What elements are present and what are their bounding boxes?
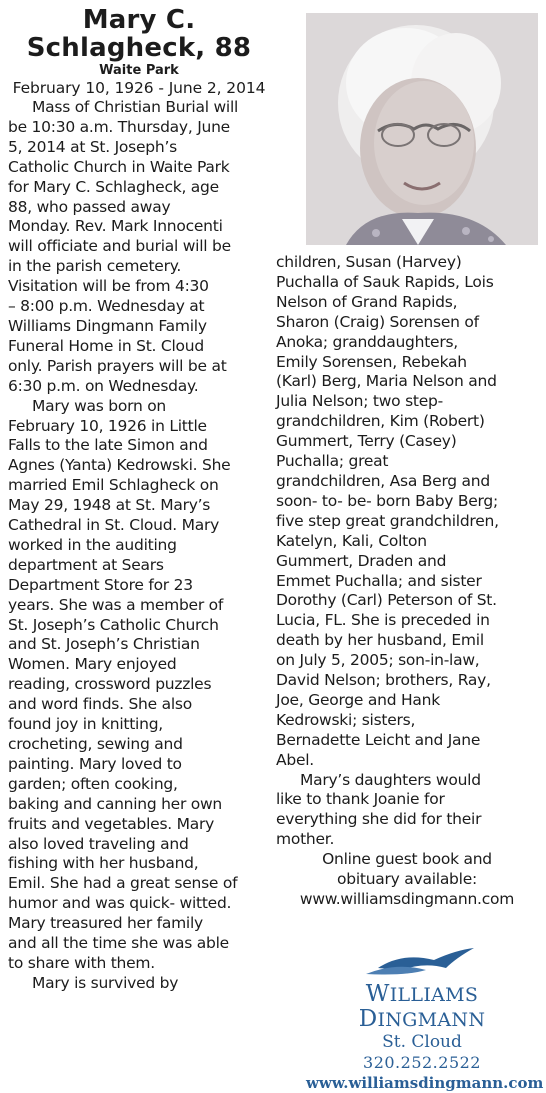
text-line: soon- to- be- born Baby Berg; (276, 491, 498, 510)
text-line: Emil. She had a great sense of (8, 874, 238, 893)
text-line: married Emil Schlagheck on (8, 476, 219, 495)
obituary-name (8, 6, 270, 62)
text-line: Gummert, Terry (Casey) (276, 432, 457, 451)
text-line: and all the time she was able (8, 934, 229, 953)
funeral-home-phone: 320.252.2522 (363, 1053, 481, 1072)
text-line: David Nelson; brothers, Ray, (276, 671, 491, 690)
thanks-paragraph (276, 771, 538, 851)
text-line: fishing with her husband, (8, 854, 199, 873)
text-line: found joy in knitting, (8, 715, 163, 734)
text-line: to share with them. (8, 953, 155, 972)
text-line: St. Joseph’s Catholic Church (8, 615, 219, 634)
text-line: years. She was a member of (8, 595, 224, 614)
survivors-paragraph (276, 253, 538, 771)
text-line: Mary was born on (32, 396, 167, 415)
text-line: grandchildren, Kim (Robert) (276, 412, 485, 431)
text-line: Funeral Home in St. Cloud (8, 336, 204, 355)
survivors-intro-paragraph (8, 974, 270, 994)
text-line: 6:30 p.m. on Wednesday. (8, 376, 199, 395)
text-line: Mass of Christian Burial will (32, 98, 239, 116)
text-line: Mary is survived by (32, 973, 179, 992)
text-line: Katelyn, Kali, Colton (276, 531, 427, 550)
text-line: Falls to the late Simon and (8, 436, 208, 455)
text-line: Julia Nelson; two step- (276, 392, 443, 411)
text-line: Nelson of Grand Rapids, (276, 292, 458, 311)
text-line: mother. (276, 830, 335, 849)
text-line: Abel. (276, 750, 314, 769)
text-line: 5, 2014 at St. Joseph’s (8, 137, 177, 156)
name-line-2: Schlagheck, 88 (26, 33, 252, 63)
text-line: Anoka; granddaughters, (276, 332, 458, 351)
text-line: on July 5, 2005; son-in-law, (276, 651, 480, 670)
text-line: reading, crossword puzzles (8, 675, 212, 694)
text-line: like to thank Joanie for (276, 790, 445, 809)
text-line: Online guest book and (322, 850, 492, 869)
text-line: Emmet Puchalla; and sister (276, 571, 482, 590)
location: Waite Park (99, 63, 179, 78)
text-line: Puchalla; great (276, 452, 389, 471)
text-line: obituary available: (337, 870, 477, 889)
text-line: five step great grandchildren, (276, 511, 499, 530)
text-line: Sharon (Craig) Sorensen of (276, 312, 479, 331)
text-line: Agnes (Yanta) Kedrowski. She (8, 456, 231, 475)
funeral-home-name: WILLIAMS DINGMANN (358, 981, 486, 1032)
text-line: Bernadette Leicht and Jane (276, 730, 481, 749)
text-line: only. Parish prayers will be at (8, 356, 227, 375)
text-line: Catholic Church in Waite Park (8, 157, 230, 176)
text-line: Department Store for 23 (8, 575, 193, 594)
guestbook-paragraph (276, 850, 538, 910)
text-line: be 10:30 a.m. Thursday, June (8, 117, 230, 136)
text-line: grandchildren, Asa Berg and (276, 471, 490, 490)
text-line: garden; often cooking, (8, 774, 178, 793)
right-column (276, 253, 538, 910)
text-line: Mary treasured her family (8, 914, 203, 933)
left-column (8, 6, 270, 994)
text-line: 88, who passed away (8, 197, 171, 216)
text-line: Puchalla of Sauk Rapids, Lois (276, 272, 494, 291)
life-dates: February 10, 1926 - June 2, 2014 (12, 79, 266, 97)
bird-logo-icon (306, 946, 538, 976)
text-line: May 29, 1948 at St. Mary’s (8, 496, 211, 515)
text-line: death by her husband, Emil (276, 631, 484, 650)
text-line: crocheting, sewing and (8, 735, 183, 753)
text-line: children, Susan (Harvey) (276, 253, 462, 271)
text-line: department at Sears (8, 555, 164, 574)
text-line: Kedrowski; sisters, (276, 710, 416, 729)
text-line: Mary’s daughters would (300, 770, 481, 789)
text-line: worked in the auditing (8, 535, 177, 554)
text-line: – 8:00 p.m. Wednesday at (8, 297, 205, 316)
portrait-illustration (306, 13, 538, 245)
text-line: and St. Joseph’s Christian (8, 635, 200, 654)
text-line: Visitation will be from 4:30 (8, 277, 209, 296)
funeral-home-url[interactable]: www.williamsdingmann.com (306, 1074, 544, 1092)
text-line: for Mary C. Schlagheck, age (8, 177, 219, 196)
text-line: humor and was quick- witted. (8, 894, 232, 913)
text-line: also loved traveling and (8, 834, 189, 853)
text-line: and word finds. She also (8, 695, 192, 714)
service-paragraph (8, 98, 270, 397)
funeral-home-city: St. Cloud (382, 1032, 462, 1052)
text-line: Williams Dingmann Family (8, 316, 207, 335)
text-line: will officiate and burial will be (8, 237, 231, 256)
biography-paragraph (8, 397, 270, 974)
name-line-1: Mary C. (82, 5, 196, 35)
text-line: everything she did for their (276, 810, 482, 829)
text-line: in the parish cemetery. (8, 257, 182, 276)
text-line: Monday. Rev. Mark Innocenti (8, 217, 223, 236)
text-line: fruits and vegetables. Mary (8, 814, 215, 833)
portrait-photo (306, 13, 538, 245)
text-line: (Karl) Berg, Maria Nelson and (276, 372, 497, 391)
text-line: Women. Mary enjoyed (8, 655, 177, 674)
text-line: painting. Mary loved to (8, 754, 182, 773)
text-line: Dorothy (Carl) Peterson of St. (276, 591, 497, 610)
text-line: Cathedral in St. Cloud. Mary (8, 516, 220, 535)
text-line: February 10, 1926 in Little (8, 416, 207, 435)
text-line: baking and canning her own (8, 794, 223, 813)
text-line: www.williamsdingmann.com (299, 890, 515, 908)
text-line: Gummert, Draden and (276, 551, 447, 570)
text-line: Lucia, FL. She is preceded in (276, 611, 490, 630)
text-line: Joe, George and Hank (276, 690, 440, 709)
text-line: Emily Sorensen, Rebekah (276, 352, 467, 371)
funeral-home-logo (306, 946, 544, 1093)
